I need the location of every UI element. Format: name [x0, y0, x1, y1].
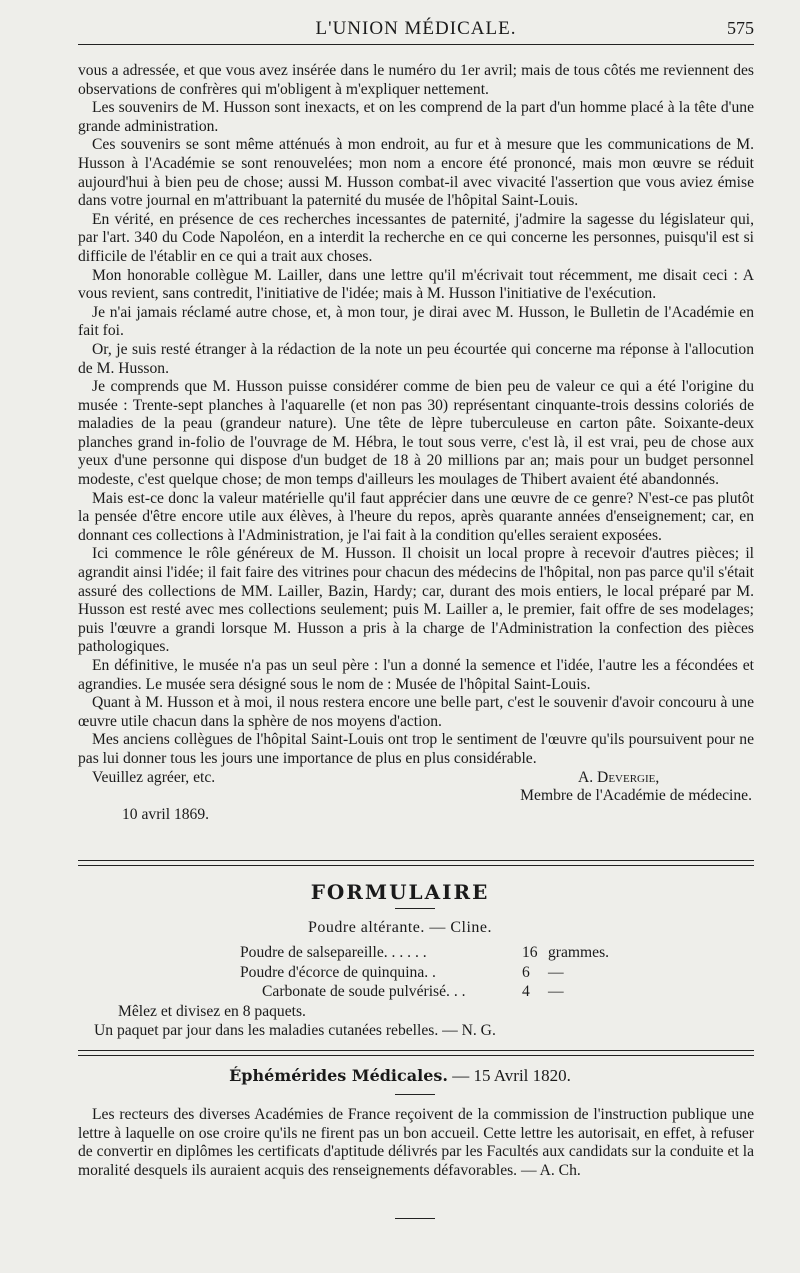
- running-header: [78, 18, 754, 44]
- paragraph: Mais est-ce donc la valeur matérielle qu'il faut apprécier dans une œuvre de ce genre? N'est-ce pas plutôt la pensée d'être encore utile aux élèves, à l'heure du repos, après quarante années d'enseignement; car, en donnant ces collections à l'Administration, je l'ai fait à la condition qu'elles seraient exposées.: [78, 489, 754, 544]
- recipe-title: Poudre altérante. — Cline.: [307, 919, 493, 936]
- ephemerides-body: [78, 1106, 754, 1180]
- signature: A. Devergie,: [578, 768, 660, 786]
- closing-rule: [395, 1218, 435, 1219]
- section-divider: [78, 860, 754, 866]
- heading-rule: [395, 908, 435, 909]
- recipe-instruction: Mêlez et divisez en 8 paquets.: [118, 1003, 306, 1020]
- paragraph: En vérité, en présence de ces recherches incessantes de paternité, j'admire la sagesse du législateur qui, par l'art. 340 du Code Napoléon, en a interdit la recherche en ce qui concerne les personnes, puisqu'il est si difficile de l'établir en ce qui a trait aux choses.: [78, 210, 754, 265]
- paragraph: Je n'ai jamais réclamé autre chose, et, à mon tour, je dirai avec M. Husson, le Bulletin de l'Académie en fait foi.: [78, 303, 754, 340]
- heading-rule: [395, 1094, 435, 1095]
- ingredient-row: [262, 983, 682, 1002]
- page-number: 575: [727, 18, 754, 38]
- closing-formula: Veuillez agréer, etc.: [92, 768, 216, 786]
- recipe-dosage: Un paquet par jour dans les maladies cutanées rebelles. — N. G.: [94, 1022, 496, 1039]
- paragraph: Quant à M. Husson et à moi, il nous restera encore une belle part, c'est le souvenir d'avoir concouru à une œuvre utile chacun dans la sphère de nos moyens d'action.: [78, 694, 754, 730]
- letter-body: [78, 62, 754, 824]
- ingredient-qty: 4: [522, 983, 530, 1000]
- ingredient-row: [240, 944, 660, 963]
- paragraph: En définitive, le musée n'a pas un seul père : l'un a donné la semence et l'idée, l'autre les a fécondées et agrandies. Le musée sera désigné sous le nom de : Musée de l'hôpital Saint-Louis.: [78, 657, 754, 693]
- ingredient-name: Poudre d'écorce de quinquina. .: [240, 964, 436, 981]
- ingredient-name: Carbonate de soude pulvérisé. . .: [262, 983, 466, 1000]
- closing-row: [78, 769, 754, 788]
- ephemerides-date: — 15 Avril 1820.: [452, 1066, 571, 1085]
- paragraph: Les souvenirs de M. Husson sont inexacts, et on les comprend de la part d'un homme placé à la tête d'une grande administration.: [78, 99, 754, 135]
- ingredient-row: [240, 964, 660, 983]
- paragraph: vous a adressée, et que vous avez insérée dans le numéro du 1er avril; mais de tous côtés me reviennent des observations de confrères qui m'obligent à m'expliquer nettement.: [78, 62, 754, 98]
- paragraph: Mes anciens collègues de l'hôpital Saint-Louis ont trop le sentiment de l'œuvre qu'ils poursuivent pour ne pas lui donner tous les jours une importance de plus en plus considérable.: [78, 731, 754, 767]
- ingredient-qty: 6: [522, 964, 530, 981]
- header-rule: [78, 44, 754, 45]
- ingredient-unit: —: [548, 983, 564, 1000]
- paragraph: Je comprends que M. Husson puisse considérer comme de bien peu de valeur ce qui a été l'origine du musée : Trente-sept planches à l'aquarelle (et non pas 30) représentant cinquante-trois dessins coloriés de maladies de la peau (grandeur nature). Une tête de lèpre tuberculeuse en carton pâte. Soixante-deux planches grand in-folio de l'ouvrage de M. Hébra, le tout sous verre, c'est là, il est vrai, peu de chose aux yeux d'une personne qui dispose d'un budget de 18 à 20 millions par an; mais pour un budget personnel modeste, c'est quelque chose; de mon temps d'ailleurs les moulages de Thibert avaient été abandonnés.: [78, 378, 754, 489]
- letter-date: 10 avril 1869.: [122, 805, 210, 823]
- ingredient-qty: 16: [522, 944, 538, 961]
- ingredient-unit: grammes.: [548, 944, 610, 961]
- ephemerides-heading: Éphémérides Médicales.: [229, 1066, 448, 1085]
- journal-title: L'UNION MÉDICALE.: [315, 18, 517, 39]
- paragraph: Or, je suis resté étranger à la rédaction de la note un peu écourtée qui concerne ma réponse à l'allocution de M. Husson.: [78, 340, 754, 377]
- ingredient-unit: —: [548, 964, 564, 981]
- formulaire-heading: FORMULAIRE: [310, 880, 490, 904]
- paragraph: Ici commence le rôle généreux de M. Husson. Il choisit un local propre à recevoir d'autres pièces; il agrandit ainsi l'idée; il fait faire des vitrines pour chacun des médecins de l'hôpital, non pas parce qu'il s'était assuré des collections de MM. Lailler, Bazin, Hardy; car, durant des mois entiers, le local préparé par M. Husson est resté avec mes collections seulement; puis M. Lailler a, le premier, fait offre de ses modelages; puis l'œuvre a grandi lorsque M. Husson a pris à la charge de l'Administration la confection des pièces pathologiques.: [78, 545, 754, 656]
- signature-title: Membre de l'Académie de médecine.: [520, 787, 752, 805]
- paragraph: Ces souvenirs se sont même atténués à mon endroit, au fur et à mesure que les communications de M. Husson à l'Académie se sont renouvelées; mon nom a encore été prononcé, mais mon œuvre se réduit aujourd'hui à bien peu de chose; aussi M. Husson combat-il avec vivacité l'assertion que vous aviez émise dans votre journal en m'attribuant la paternité du musée de l'hôpital Saint-Louis.: [78, 136, 754, 210]
- section-divider: [78, 1050, 754, 1056]
- ephemerides-title: [0, 1066, 800, 1086]
- paragraph: Les recteurs des diverses Académies de France reçoivent de la commission de l'instruction publique une lettre à laquelle on ose croire qu'ils ne firent pas un bon accueil. Cette lettre les autorisait, en effet, à refuser de convertir en diplômes les certificats d'aptitude délivrés par les Facultés aux candidats sur la conduite et la moralité desquels ils auraient acquis des renseignements défavorables. — A. Ch.: [78, 1106, 754, 1179]
- ingredient-name: Poudre de salsepareille. . . . . .: [240, 944, 427, 961]
- paragraph: Mon honorable collègue M. Lailler, dans une lettre qu'il m'écrivait tout récemment, me disait ceci : A vous revient, sans contredit, l'initiative de l'idée; mais à M. Husson l'initiative de l'exécution.: [78, 266, 754, 303]
